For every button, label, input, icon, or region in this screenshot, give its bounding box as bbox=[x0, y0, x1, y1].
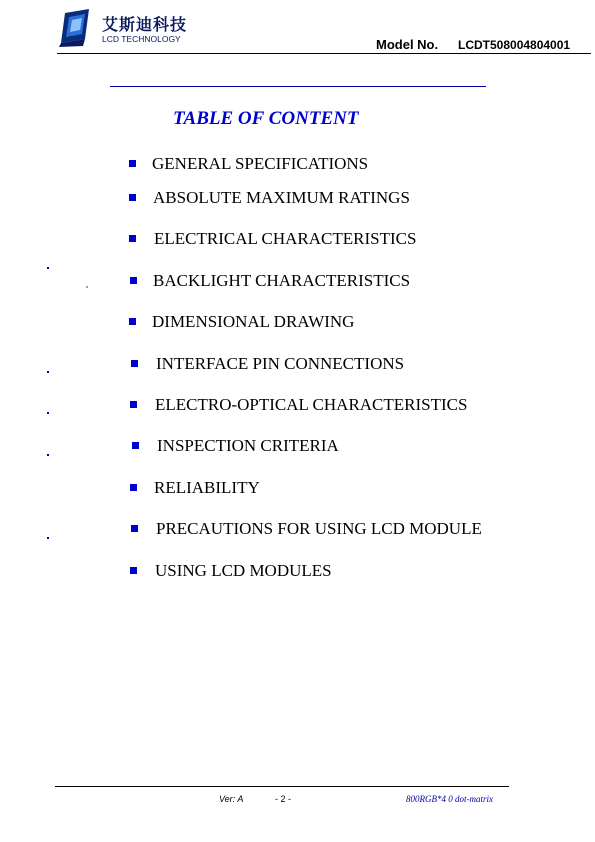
bullet-icon bbox=[130, 277, 137, 284]
company-name-en: LCD TECHNOLOGY bbox=[102, 34, 181, 44]
margin-mark bbox=[86, 286, 88, 288]
model-number: LCDT508004804001 bbox=[458, 38, 571, 52]
bullet-icon bbox=[130, 484, 137, 491]
company-logo bbox=[59, 9, 95, 47]
toc-item-label: PRECAUTIONS FOR USING LCD MODULE bbox=[156, 519, 482, 538]
bullet-icon bbox=[130, 567, 137, 574]
margin-mark bbox=[47, 267, 49, 269]
toc-item-label: DIMENSIONAL DRAWING bbox=[152, 312, 355, 331]
bullet-icon bbox=[132, 442, 139, 449]
bullet-icon bbox=[131, 525, 138, 532]
toc-item-label: INSPECTION CRITERIA bbox=[157, 436, 339, 455]
footer-version: Ver: A bbox=[219, 794, 244, 804]
margin-mark bbox=[47, 537, 49, 539]
footer-description: 800RGB*4 0 dot-matrix bbox=[406, 794, 493, 804]
title-rule bbox=[110, 86, 486, 87]
toc-item-label: ABSOLUTE MAXIMUM RATINGS bbox=[153, 188, 410, 207]
margin-mark bbox=[47, 371, 49, 373]
toc-item-label: ELECTRICAL CHARACTERISTICS bbox=[154, 229, 417, 248]
margin-mark bbox=[47, 454, 49, 456]
toc-title: TABLE OF CONTENT bbox=[173, 108, 359, 129]
bullet-icon bbox=[129, 194, 136, 201]
bullet-icon bbox=[129, 318, 136, 325]
toc-item-label: USING LCD MODULES bbox=[155, 561, 332, 580]
footer-divider bbox=[55, 786, 509, 787]
toc-item-label: RELIABILITY bbox=[154, 478, 260, 497]
footer-page-number: - 2 - bbox=[275, 794, 292, 804]
bullet-icon bbox=[131, 360, 138, 367]
bullet-icon bbox=[129, 235, 136, 242]
company-name-cn: 艾斯迪科技 bbox=[102, 15, 188, 34]
model-label: Model No. bbox=[376, 37, 439, 52]
margin-mark bbox=[47, 412, 49, 414]
header-divider bbox=[57, 53, 591, 54]
toc-item-label: GENERAL SPECIFICATIONS bbox=[152, 154, 369, 173]
bullet-icon bbox=[130, 401, 137, 408]
toc-item-label: ELECTRO-OPTICAL CHARACTERISTICS bbox=[155, 395, 468, 414]
bullet-icon bbox=[129, 160, 136, 167]
toc-item-label: BACKLIGHT CHARACTERISTICS bbox=[153, 271, 411, 290]
toc-item-label: INTERFACE PIN CONNECTIONS bbox=[156, 354, 405, 373]
